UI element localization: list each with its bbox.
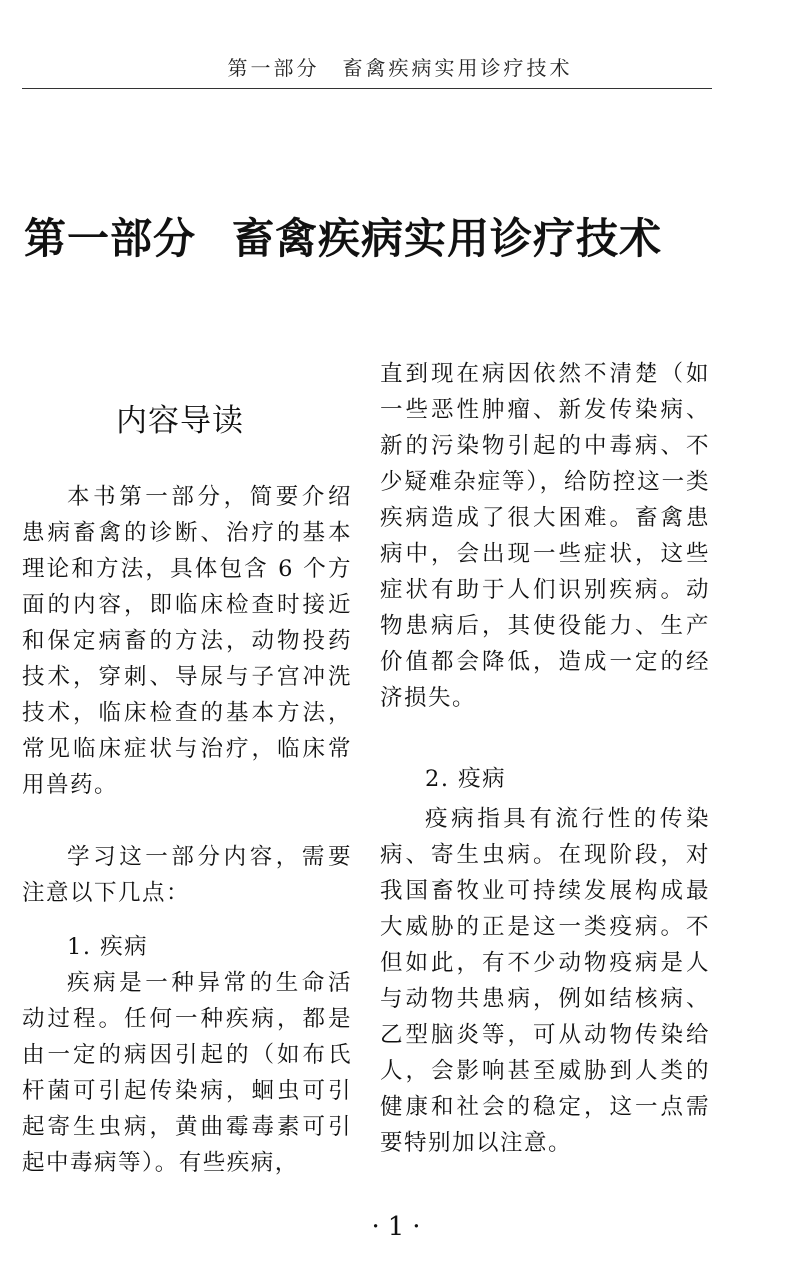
part-title-text: 畜禽疾病实用诊疗技术 — [232, 214, 663, 263]
part-title — [24, 206, 784, 266]
item-1-heading: 1. 疾病 — [67, 934, 149, 960]
left-paragraph-1: 本书第一部分，简要介绍患病畜禽的诊断、治疗的基本理论和方法，具体包含 6 个方面的内容，即临床检查时接近和保定病畜的方法，动物投药技术，穿刺、导尿与子宫冲洗技术，临床检查的基本方法，常见临床症状与治疗，临床常用兽药。 — [22, 484, 352, 798]
header-rule — [22, 88, 712, 89]
part-label: 第一部分 — [24, 214, 197, 263]
right-paragraph-2: 疫病指具有流行性的传染病、寄生虫病。在现阶段，对我国畜牧业可持续发展构成最大威胁的正是这一类疫病。不但如此，有不少动物疫病是人与动物共患病，例如结核病、乙型脑炎等，可从动物传染给人，会影响甚至威胁到人类的健康和社会的稳定，这一点需要特别加以注意。 — [380, 806, 710, 1156]
section-heading: 内容导读 — [116, 403, 244, 439]
item-2-heading: 2. 疫病 — [425, 766, 507, 792]
right-paragraph-1: 直到现在病因依然不清楚（如一些恶性肿瘤、新发传染病、新的污染物引起的中毒病、不少疑难杂症等），给防控这一类疾病造成了很大困难。畜禽患病中，会出现一些症状，这些症状有助于人们识别疾病。动物患病后，其使役能力、生产价值都会降低，造成一定的经济损失。 — [380, 361, 710, 711]
left-paragraph-3: 疾病是一种异常的生命活动过程。任何一种疾病，都是由一定的病因引起的（如布氏杆菌可引起传染病，蛔虫可引起寄生虫病，黄曲霉毒素可引起中毒病等）。有些疾病， — [22, 970, 352, 1176]
running-head: 第一部分 畜禽疾病实用诊疗技术 — [227, 56, 573, 80]
left-paragraph-2: 学习这一部分内容，需要注意以下几点： — [22, 844, 352, 906]
page-number: ·1· — [371, 1212, 429, 1242]
